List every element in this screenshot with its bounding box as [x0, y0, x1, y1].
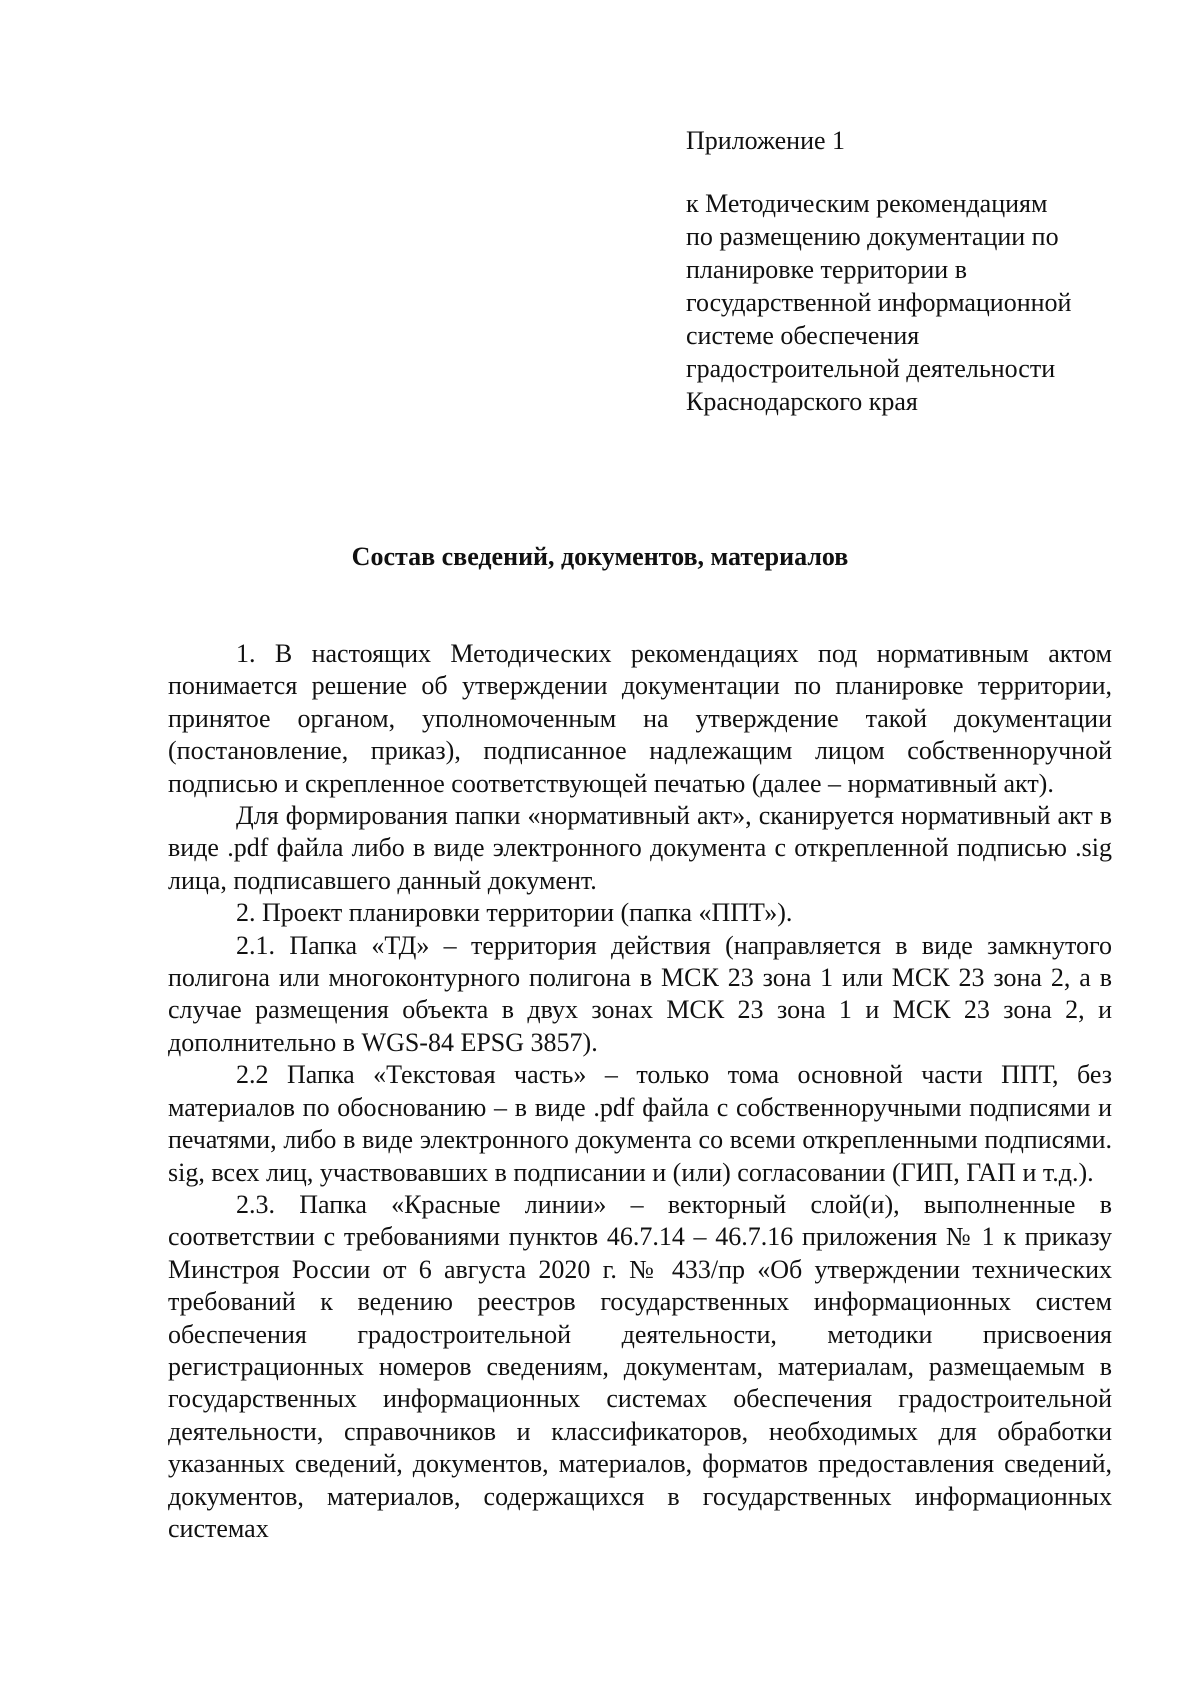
document-body [168, 638, 1112, 1545]
appendix-number: Приложение 1 [686, 126, 846, 155]
paragraph-2-1-td: 2.1. Папка «ТД» – территория действия (направляется в виде замкнутого полигона или многоконтурного полигона в МСК 23 зона 1 или МСК 23 зона 2, а в случае размещения объекта в двух зонах МСК 23 зона 1 и МСК 23 зона 2, и дополнительно в WGS-84 EPSG 3857). [168, 930, 1112, 1057]
paragraph-2-ppt: 2. Проект планировки территории (папка «ППТ»). [236, 898, 793, 928]
paragraph-normative-act-folder: Для формирования папки «нормативный акт», сканируется нормативный акт в виде .pdf файла либо в виде электронного документа с открепленной подписью .sig лица, подписавшего данный документ. [168, 801, 1112, 895]
appendix-reference-line: по размещению документации по [686, 222, 1059, 251]
appendix-reference-line: государственной информационной [686, 288, 1072, 317]
appendix-header [686, 124, 1126, 418]
document-title: Состав сведений, документов, материалов [351, 542, 849, 571]
appendix-reference-line: планировке территории в [686, 255, 967, 284]
appendix-reference [686, 187, 1126, 418]
paragraph-2-2-text-part: 2.2 Папка «Текстовая часть» – только тома основной части ППТ, без материалов по обоснованию – в виде .pdf файла с собственноручными подписями и печатями, либо в виде электронного документа со всеми открепленными подписями. sig, всех лиц, участвовавших в подписании и (или) согласовании (ГИП, ГАП и т.д.). [168, 1060, 1112, 1187]
appendix-reference-line: Краснодарского края [686, 387, 918, 416]
appendix-reference-line: к Методическим рекомендациям [686, 189, 1048, 218]
paragraph-2-3-red-lines: 2.3. Папка «Красные линии» – векторный слой(и), выполненные в соответствии с требованиями пунктов 46.7.14 – 46.7.16 приложения № 1 к приказу Минстроя России от 6 августа 2020 г. № 433/пр «Об утверждении технических требований к ведению реестров государственных информационных систем обеспечения градостроительной деятельности, методики присвоения регистрационных номеров сведениям, документам, материалам, размещаемым в государственных информационных системах обеспечения градостроительной деятельности, справочников и классификаторов, необходимых для обработки указанных сведений, документов, материалов, форматов предоставления сведений, документов, материалов, содержащихся в государственных информационных системах [168, 1189, 1112, 1543]
appendix-reference-line: градостроительной деятельности [686, 354, 1056, 383]
paragraph-1-definition: 1. В настоящих Методических рекомендациях под нормативным актом понимается решение об утверждении документации по планировке территории, принятое органом, уполномоченным на утверждение такой документации (постановление, приказ), подписанное надлежащим лицом собственноручной подписью и скрепленное соответствующей печатью (далее – нормативный акт). [168, 639, 1112, 798]
appendix-reference-line: системе обеспечения [686, 321, 920, 350]
